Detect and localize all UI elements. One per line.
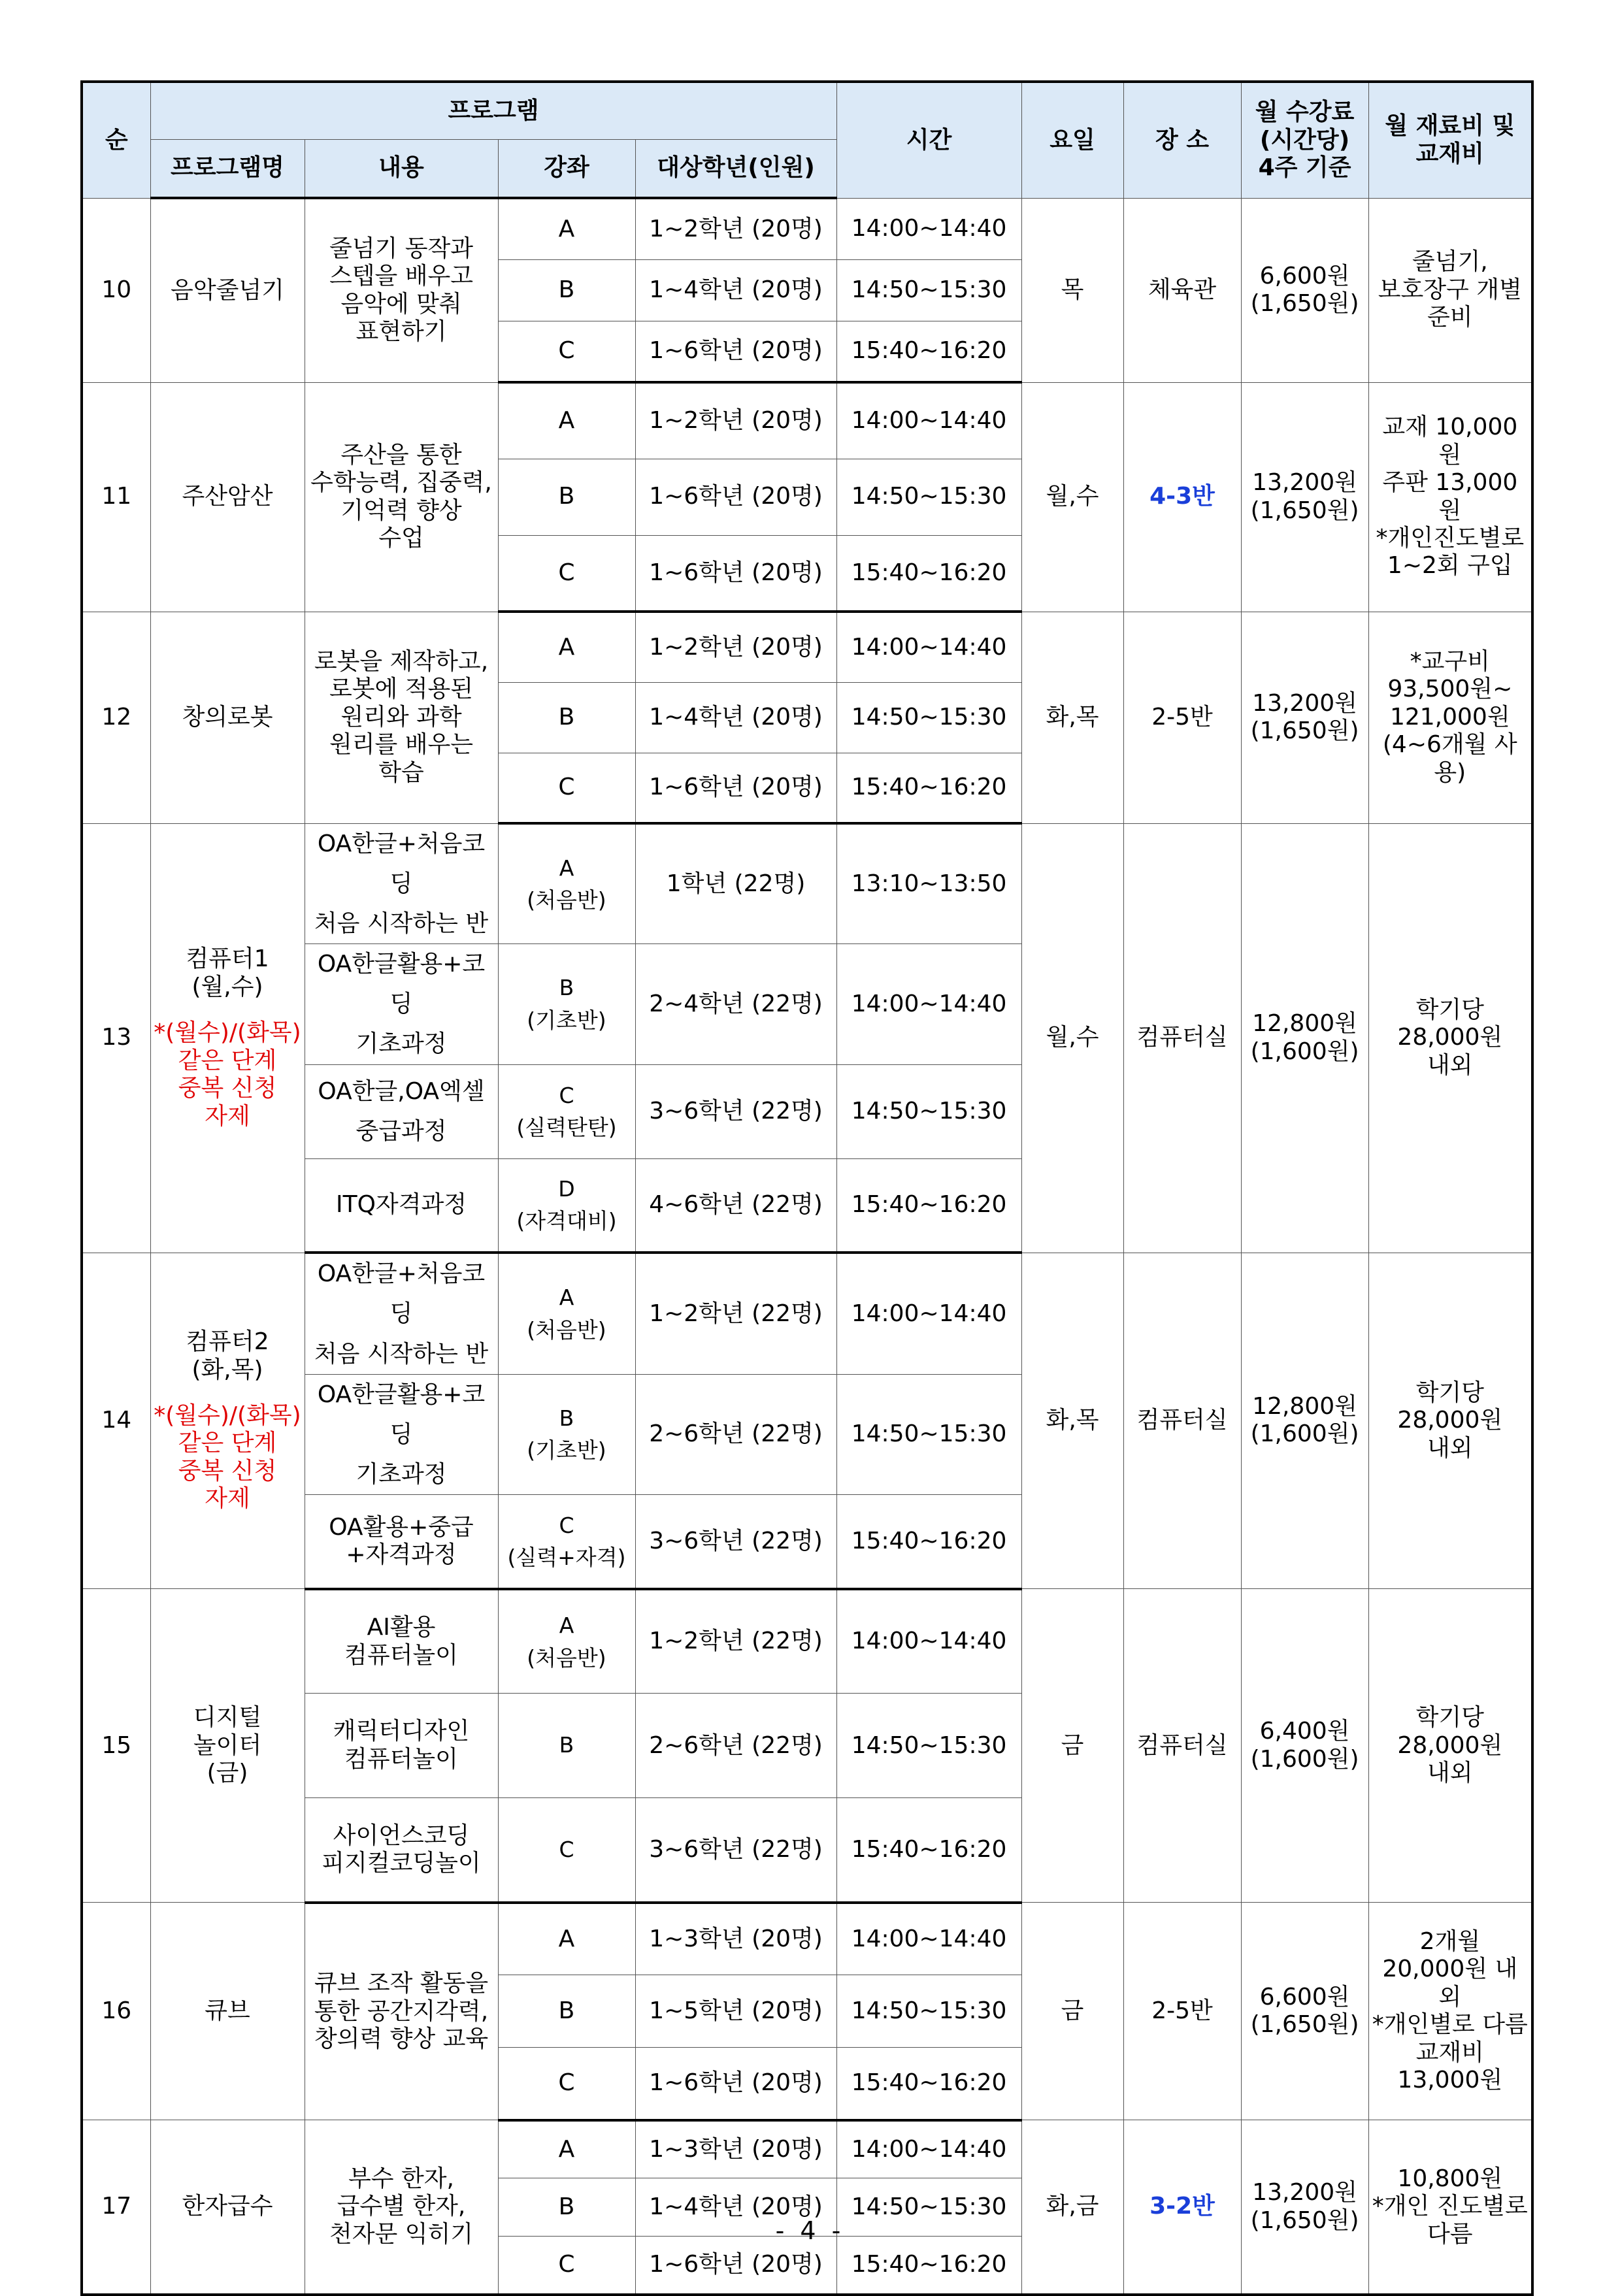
program-name: 창의로봇: [150, 612, 305, 823]
time-cell: 14:00~14:40: [836, 944, 1021, 1065]
place-cell: 컴퓨터실: [1123, 823, 1241, 1253]
material-cell: 줄넘기, 보호장구 개별 준비: [1368, 198, 1532, 382]
day-cell: 월,수: [1021, 382, 1123, 612]
lecture-cell: B: [498, 682, 635, 753]
time-cell: 15:40~16:20: [836, 2048, 1021, 2120]
target-cell: 3~6학년 (22명): [635, 1064, 836, 1158]
program-no: 16: [82, 1903, 150, 2120]
target-cell: 2~6학년 (22명): [635, 1374, 836, 1495]
header-target: 대상학년(인원): [635, 139, 836, 198]
lecture-cell: A (처음반): [498, 1589, 635, 1694]
duplicate-warning: *(월수)/(화목) 같은 단계 중복 신청 자제: [154, 1019, 301, 1130]
target-cell: 2~4학년 (22명): [635, 944, 836, 1065]
lecture-cell: C: [498, 753, 635, 823]
time-cell: 15:40~16:20: [836, 1798, 1021, 1903]
target-cell: 1학년 (22명): [635, 823, 836, 944]
lecture-cell: B: [498, 259, 635, 321]
lecture-cell: C (실력탄탄): [498, 1064, 635, 1158]
program-content: 주산을 통한 수학능력, 집중력, 기억력 향상 수업: [305, 382, 498, 612]
time-cell: 14:50~15:30: [836, 1374, 1021, 1495]
program-group: [82, 823, 1532, 1253]
program-no: 14: [82, 1253, 150, 1589]
program-content: OA한글활용+코딩 기초과정: [305, 944, 498, 1065]
time-cell: 14:50~15:30: [836, 459, 1021, 535]
lecture-cell: B: [498, 2178, 635, 2237]
material-cell: 2개월 20,000원 내외 *개인별로 다름 교재비 13,000원: [1368, 1903, 1532, 2120]
target-cell: 1~4학년 (20명): [635, 2178, 836, 2237]
target-cell: 1~3학년 (20명): [635, 2120, 836, 2178]
place-cell: 2-5반: [1123, 612, 1241, 823]
time-cell: 15:40~16:20: [836, 535, 1021, 612]
header-place: 장 소: [1123, 82, 1241, 198]
fee-cell: 12,800원 (1,600원): [1241, 823, 1368, 1253]
lecture-cell: C: [498, 2237, 635, 2295]
target-cell: 1~2학년 (20명): [635, 612, 836, 682]
time-cell: 14:00~14:40: [836, 382, 1021, 459]
lecture-cell: A: [498, 1903, 635, 1975]
lecture-cell: A: [498, 198, 635, 259]
target-cell: 1~6학년 (20명): [635, 321, 836, 382]
time-cell: 14:50~15:30: [836, 2178, 1021, 2237]
day-cell: 화,목: [1021, 1253, 1123, 1589]
program-table: [80, 80, 1534, 2296]
program-content: ITQ자격과정: [305, 1158, 498, 1253]
time-cell: 15:40~16:20: [836, 2237, 1021, 2295]
place-cell: 컴퓨터실: [1123, 1589, 1241, 1903]
program-no: 10: [82, 198, 150, 382]
program-group: [82, 1903, 1532, 2120]
time-cell: 13:10~13:50: [836, 823, 1021, 944]
day-cell: 금: [1021, 1589, 1123, 1903]
program-name: 디지털 놀이터 (금): [150, 1589, 305, 1903]
target-cell: 3~6학년 (22명): [635, 1798, 836, 1903]
program-no: 15: [82, 1589, 150, 1903]
target-cell: 1~2학년 (22명): [635, 1589, 836, 1694]
program-content: 큐브 조작 활동을 통한 공간지각력, 창의력 향상 교육: [305, 1903, 498, 2120]
program-name: 컴퓨터1 (월,수): [186, 945, 269, 1000]
program-content: AI활용 컴퓨터놀이: [305, 1589, 498, 1694]
time-cell: 14:00~14:40: [836, 198, 1021, 259]
header-time: 시간: [836, 82, 1021, 198]
program-content: OA한글+처음코딩 처음 시작하는 반: [305, 1253, 498, 1374]
lecture-cell: B: [498, 459, 635, 535]
fee-cell: 13,200원 (1,650원): [1241, 2120, 1368, 2295]
program-content: 캐릭터디자인 컴퓨터놀이: [305, 1694, 498, 1798]
program-content: 로봇을 제작하고, 로봇에 적용된 원리와 과학 원리를 배우는 학습: [305, 612, 498, 823]
lecture-cell: A (처음반): [498, 1253, 635, 1374]
program-name-cell: [150, 1253, 305, 1589]
time-cell: 14:50~15:30: [836, 1975, 1021, 2048]
program-content: OA한글활용+코딩 기초과정: [305, 1374, 498, 1495]
program-group: [82, 2120, 1532, 2295]
time-cell: 14:00~14:40: [836, 612, 1021, 682]
header-seq: 순: [82, 82, 150, 198]
program-name: 음악줄넘기: [150, 198, 305, 382]
program-name: 큐브: [150, 1903, 305, 2120]
time-cell: 15:40~16:20: [836, 1158, 1021, 1253]
target-cell: 1~5학년 (20명): [635, 1975, 836, 2048]
target-cell: 4~6학년 (22명): [635, 1158, 836, 1253]
program-group: [82, 1253, 1532, 1589]
program-name: 주산암산: [150, 382, 305, 612]
day-cell: 금: [1021, 1903, 1123, 2120]
time-cell: 14:50~15:30: [836, 259, 1021, 321]
material-cell: 학기당 28,000원 내외: [1368, 1253, 1532, 1589]
target-cell: 1~2학년 (22명): [635, 1253, 836, 1374]
fee-cell: 13,200원 (1,650원): [1241, 382, 1368, 612]
time-cell: 14:00~14:40: [836, 1589, 1021, 1694]
lecture-cell: C: [498, 1798, 635, 1903]
place-cell: 3-2반: [1123, 2120, 1241, 2295]
fee-cell: 13,200원 (1,650원): [1241, 612, 1368, 823]
lecture-cell: A: [498, 382, 635, 459]
day-cell: 목: [1021, 198, 1123, 382]
header-name: 프로그램명: [150, 139, 305, 198]
lecture-cell: C: [498, 2048, 635, 2120]
program-group: [82, 382, 1532, 612]
program-group: [82, 1589, 1532, 1903]
program-no: 12: [82, 612, 150, 823]
material-cell: *교구비 93,500원~ 121,000원 (4~6개월 사용): [1368, 612, 1532, 823]
time-cell: 14:00~14:40: [836, 2120, 1021, 2178]
program-name: 한자급수: [150, 2120, 305, 2295]
time-cell: 14:00~14:40: [836, 1903, 1021, 1975]
time-cell: 14:00~14:40: [836, 1253, 1021, 1374]
header-content: 내용: [305, 139, 498, 198]
target-cell: 1~6학년 (20명): [635, 753, 836, 823]
time-cell: 15:40~16:20: [836, 1495, 1021, 1589]
fee-cell: 6,600원 (1,650원): [1241, 1903, 1368, 2120]
program-name: 컴퓨터2 (화,목): [186, 1328, 269, 1383]
header-day: 요일: [1021, 82, 1123, 198]
target-cell: 2~6학년 (22명): [635, 1694, 836, 1798]
material-cell: 교재 10,000원 주판 13,000원 *개인진도별로 1~2회 구입: [1368, 382, 1532, 612]
lecture-cell: A: [498, 2120, 635, 2178]
program-content: OA활용+중급 +자격과정: [305, 1495, 498, 1589]
target-cell: 3~6학년 (22명): [635, 1495, 836, 1589]
fee-cell: 6,600원 (1,650원): [1241, 198, 1368, 382]
program-content: OA한글+처음코딩 처음 시작하는 반: [305, 823, 498, 944]
target-cell: 1~2학년 (20명): [635, 382, 836, 459]
material-cell: 10,800원 *개인 진도별로 다름: [1368, 2120, 1532, 2295]
lecture-cell: C: [498, 321, 635, 382]
fee-cell: 12,800원 (1,600원): [1241, 1253, 1368, 1589]
target-cell: 1~6학년 (20명): [635, 459, 836, 535]
day-cell: 월,수: [1021, 823, 1123, 1253]
time-cell: 14:50~15:30: [836, 682, 1021, 753]
target-cell: 1~3학년 (20명): [635, 1903, 836, 1975]
material-cell: 학기당 28,000원 내외: [1368, 823, 1532, 1253]
header-material: 월 재료비 및 교재비: [1368, 82, 1532, 198]
day-cell: 화,금: [1021, 2120, 1123, 2295]
lecture-cell: D (자격대비): [498, 1158, 635, 1253]
header-lecture: 강좌: [498, 139, 635, 198]
target-cell: 1~2학년 (20명): [635, 198, 836, 259]
header-program: 프로그램: [150, 82, 836, 139]
target-cell: 1~6학년 (20명): [635, 2048, 836, 2120]
program-no: 11: [82, 382, 150, 612]
program-group: [82, 198, 1532, 382]
program-content: 부수 한자, 급수별 한자, 천자문 익히기: [305, 2120, 498, 2295]
fee-cell: 6,400원 (1,600원): [1241, 1589, 1368, 1903]
time-cell: 15:40~16:20: [836, 321, 1021, 382]
lecture-cell: C (실력+자격): [498, 1495, 635, 1589]
program-group: [82, 612, 1532, 823]
lecture-cell: B (기초반): [498, 1374, 635, 1495]
place-cell: 4-3반: [1123, 382, 1241, 612]
day-cell: 화,목: [1021, 612, 1123, 823]
lecture-cell: C: [498, 535, 635, 612]
duplicate-warning: *(월수)/(화목) 같은 단계 중복 신청 자제: [154, 1402, 301, 1513]
target-cell: 1~4학년 (20명): [635, 682, 836, 753]
program-content: 사이언스코딩 피지컬코딩놀이: [305, 1798, 498, 1903]
program-no: 13: [82, 823, 150, 1253]
target-cell: 1~4학년 (20명): [635, 259, 836, 321]
place-cell: 2-5반: [1123, 1903, 1241, 2120]
lecture-cell: B (기초반): [498, 944, 635, 1065]
program-no: 17: [82, 2120, 150, 2295]
lecture-cell: A: [498, 612, 635, 682]
target-cell: 1~6학년 (20명): [635, 2237, 836, 2295]
target-cell: 1~6학년 (20명): [635, 535, 836, 612]
lecture-cell: B: [498, 1694, 635, 1798]
header-fee: 월 수강료 (시간당) 4주 기준: [1241, 82, 1368, 198]
page-number: - 4 -: [775, 2216, 845, 2245]
material-cell: 학기당 28,000원 내외: [1368, 1589, 1532, 1903]
time-cell: 14:50~15:30: [836, 1694, 1021, 1798]
place-cell: 컴퓨터실: [1123, 1253, 1241, 1589]
program-name-cell: [150, 823, 305, 1253]
lecture-cell: B: [498, 1975, 635, 2048]
lecture-cell: A (처음반): [498, 823, 635, 944]
program-content: OA한글,OA엑셀 중급과정: [305, 1064, 498, 1158]
time-cell: 14:50~15:30: [836, 1064, 1021, 1158]
time-cell: 15:40~16:20: [836, 753, 1021, 823]
place-cell: 체육관: [1123, 198, 1241, 382]
program-content: 줄넘기 동작과 스텝을 배우고 음악에 맞춰 표현하기: [305, 198, 498, 382]
